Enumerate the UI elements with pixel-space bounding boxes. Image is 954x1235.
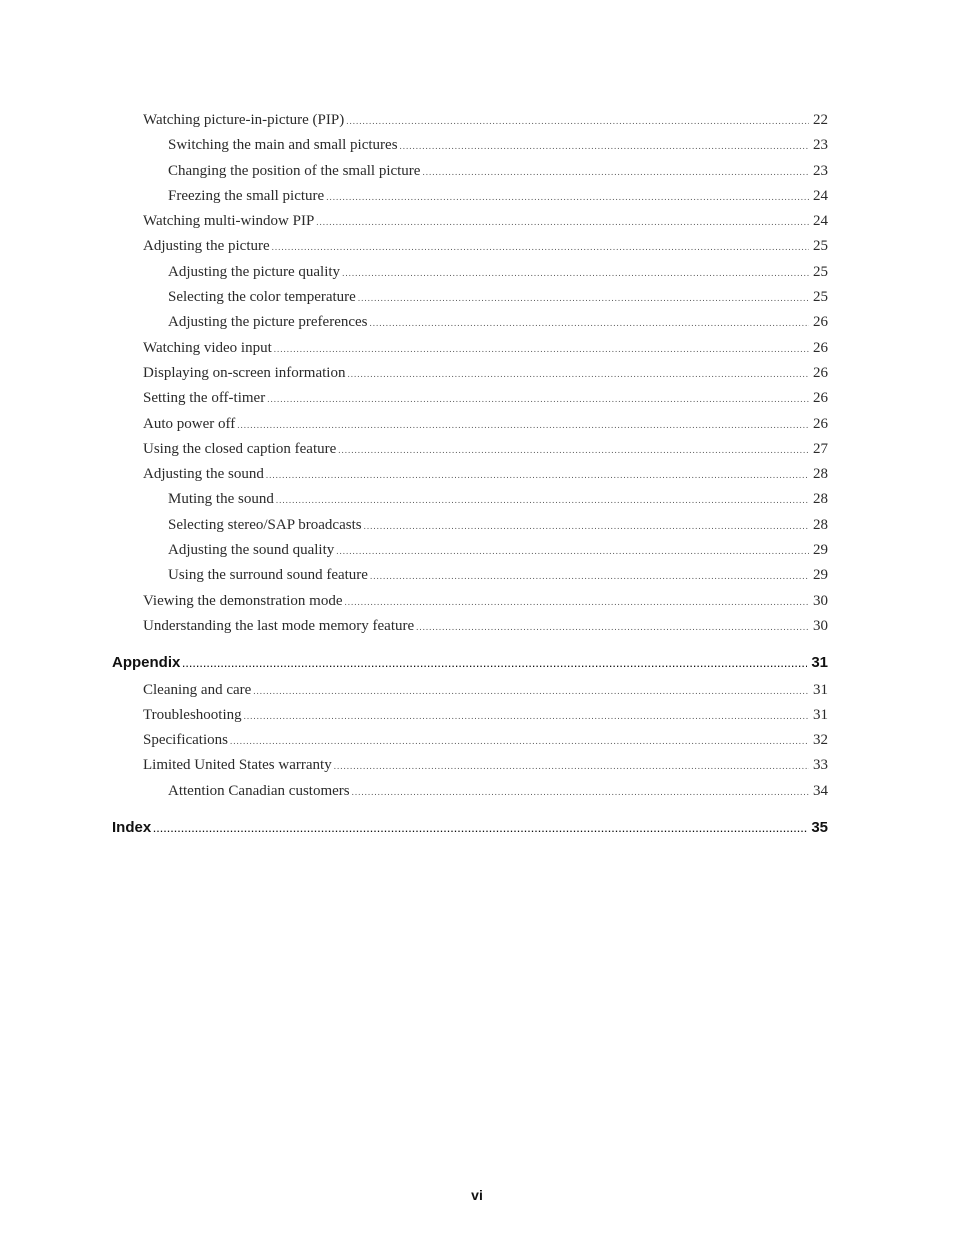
toc-entry-page: 30 xyxy=(813,617,828,634)
toc-entry-page: 29 xyxy=(813,567,828,584)
toc-entry-title: Watching picture-in-picture (PIP) xyxy=(143,112,345,128)
toc-entry-page: 23 xyxy=(813,162,828,179)
dot-leader xyxy=(272,235,809,260)
toc-entry-page: 34 xyxy=(813,782,828,799)
toc-entry-page: 26 xyxy=(813,364,828,381)
dot-leader xyxy=(364,514,809,539)
toc-entry-page: 29 xyxy=(813,542,828,559)
toc-section-index[interactable] xyxy=(112,815,828,840)
toc-entry-title: Watching video input xyxy=(143,339,272,356)
toc-entry[interactable] xyxy=(112,753,828,778)
toc-entry-page: 30 xyxy=(813,592,828,609)
toc-entry[interactable] xyxy=(112,260,828,285)
toc-entry-title: Watching multi-window PIP xyxy=(143,213,315,230)
toc-entry-page: 26 xyxy=(813,390,828,407)
toc-entry[interactable] xyxy=(112,234,828,259)
toc-section-page: 31 xyxy=(811,654,828,672)
dot-leader xyxy=(230,729,809,754)
toc-entry-page: 31 xyxy=(813,706,828,723)
dot-leader xyxy=(342,261,809,286)
dot-leader xyxy=(244,704,809,729)
toc-entry[interactable] xyxy=(112,614,828,639)
toc-entry[interactable] xyxy=(112,336,828,361)
toc-entry[interactable] xyxy=(112,589,828,614)
dot-leader xyxy=(153,817,807,842)
toc-entry-title: Freezing the small picture xyxy=(168,187,325,204)
dot-leader xyxy=(326,185,809,210)
table-of-contents xyxy=(112,108,828,842)
toc-entry[interactable] xyxy=(112,779,828,804)
toc-entry-title: Using the surround sound feature xyxy=(168,567,368,584)
dot-leader xyxy=(336,539,809,564)
toc-entry[interactable] xyxy=(112,538,828,563)
toc-entry-page: 25 xyxy=(813,238,828,255)
toc-entry-page: 28 xyxy=(813,491,828,508)
toc-entry-page: 22 xyxy=(813,112,828,128)
toc-entry-title: Auto power off xyxy=(143,415,236,432)
toc-entry-page: 33 xyxy=(813,757,828,774)
dot-leader xyxy=(370,564,809,589)
toc-entry-page: 24 xyxy=(813,213,828,230)
toc-entry[interactable] xyxy=(112,386,828,411)
dot-leader xyxy=(352,780,809,805)
dot-leader xyxy=(346,109,809,134)
toc-entry-title: Adjusting the picture preferences xyxy=(168,314,368,331)
toc-entry-page: 24 xyxy=(813,187,828,204)
toc-entry-page: 32 xyxy=(813,732,828,749)
page-number: vi xyxy=(471,1187,483,1203)
toc-entry-title: Understanding the last mode memory feature xyxy=(143,617,415,634)
toc-entry-title: Selecting stereo/SAP broadcasts xyxy=(168,516,362,533)
toc-entry-title: Muting the sound xyxy=(168,491,274,508)
toc-entry[interactable] xyxy=(112,437,828,462)
toc-section-title: Appendix xyxy=(112,654,181,672)
toc-entry[interactable] xyxy=(112,513,828,538)
dot-leader xyxy=(182,652,807,677)
toc-entry-title: Limited United States warranty xyxy=(143,757,332,774)
toc-entry-title: Displaying on-screen information xyxy=(143,364,346,381)
toc-entry-page: 23 xyxy=(813,137,828,154)
toc-entry[interactable] xyxy=(112,728,828,753)
toc-entry-title: Attention Canadian customers xyxy=(168,782,350,799)
dot-leader xyxy=(358,286,809,311)
toc-entry-title: Specifications xyxy=(143,732,228,749)
toc-entry-page: 26 xyxy=(813,314,828,331)
toc-entry[interactable] xyxy=(112,361,828,386)
toc-entry[interactable] xyxy=(112,412,828,437)
toc-entry-page: 27 xyxy=(813,440,828,457)
toc-entry[interactable] xyxy=(112,133,828,158)
dot-leader xyxy=(274,337,809,362)
toc-entry-title: Adjusting the sound xyxy=(143,466,264,483)
toc-entry-title: Changing the position of the small picture xyxy=(168,162,421,179)
toc-entry-page: 25 xyxy=(813,263,828,280)
toc-entry-title: Setting the off-timer xyxy=(143,390,266,407)
toc-entry-title: Using the closed caption feature xyxy=(143,440,337,457)
toc-entry[interactable] xyxy=(112,462,828,487)
toc-entry[interactable] xyxy=(112,563,828,588)
toc-entry-title: Selecting the color temperature xyxy=(168,289,356,306)
toc-entry[interactable] xyxy=(112,159,828,184)
dot-leader xyxy=(334,754,809,779)
toc-entry[interactable] xyxy=(112,678,828,703)
toc-entry[interactable] xyxy=(112,209,828,234)
dot-leader xyxy=(370,311,809,336)
dot-leader xyxy=(253,679,809,704)
dot-leader xyxy=(237,413,809,438)
toc-entry-page: 28 xyxy=(813,466,828,483)
toc-entry-title: Switching the main and small pictures xyxy=(168,137,398,154)
toc-entry-page: 26 xyxy=(813,415,828,432)
dot-leader xyxy=(316,210,809,235)
dot-leader xyxy=(400,134,809,159)
dot-leader xyxy=(422,160,809,185)
toc-entry[interactable] xyxy=(112,487,828,512)
toc-entry-page: 26 xyxy=(813,339,828,356)
toc-entry-title: Cleaning and care xyxy=(143,681,252,698)
toc-entry[interactable] xyxy=(112,285,828,310)
toc-entry[interactable] xyxy=(112,184,828,209)
dot-leader xyxy=(347,362,809,387)
dot-leader xyxy=(416,615,809,640)
dot-leader xyxy=(338,438,809,463)
toc-entry-title: Troubleshooting xyxy=(143,706,242,723)
toc-entry-title: Adjusting the sound quality xyxy=(168,542,335,559)
toc-entry-page: 25 xyxy=(813,289,828,306)
toc-entry[interactable] xyxy=(112,703,828,728)
toc-entry-title: Adjusting the picture xyxy=(143,238,270,255)
toc-section-page: 35 xyxy=(811,819,828,837)
dot-leader xyxy=(276,488,809,513)
toc-entry-title: Adjusting the picture quality xyxy=(168,263,341,280)
toc-entry-page: 28 xyxy=(813,516,828,533)
dot-leader xyxy=(267,387,809,412)
toc-entry-title: Viewing the demonstration mode xyxy=(143,592,343,609)
toc-entry[interactable] xyxy=(112,108,828,133)
dot-leader xyxy=(344,590,809,615)
toc-section-title: Index xyxy=(112,819,152,837)
dot-leader xyxy=(266,463,809,488)
toc-entry[interactable] xyxy=(112,310,828,335)
toc-section-appendix[interactable] xyxy=(112,650,828,675)
toc-entry-page: 31 xyxy=(813,681,828,698)
